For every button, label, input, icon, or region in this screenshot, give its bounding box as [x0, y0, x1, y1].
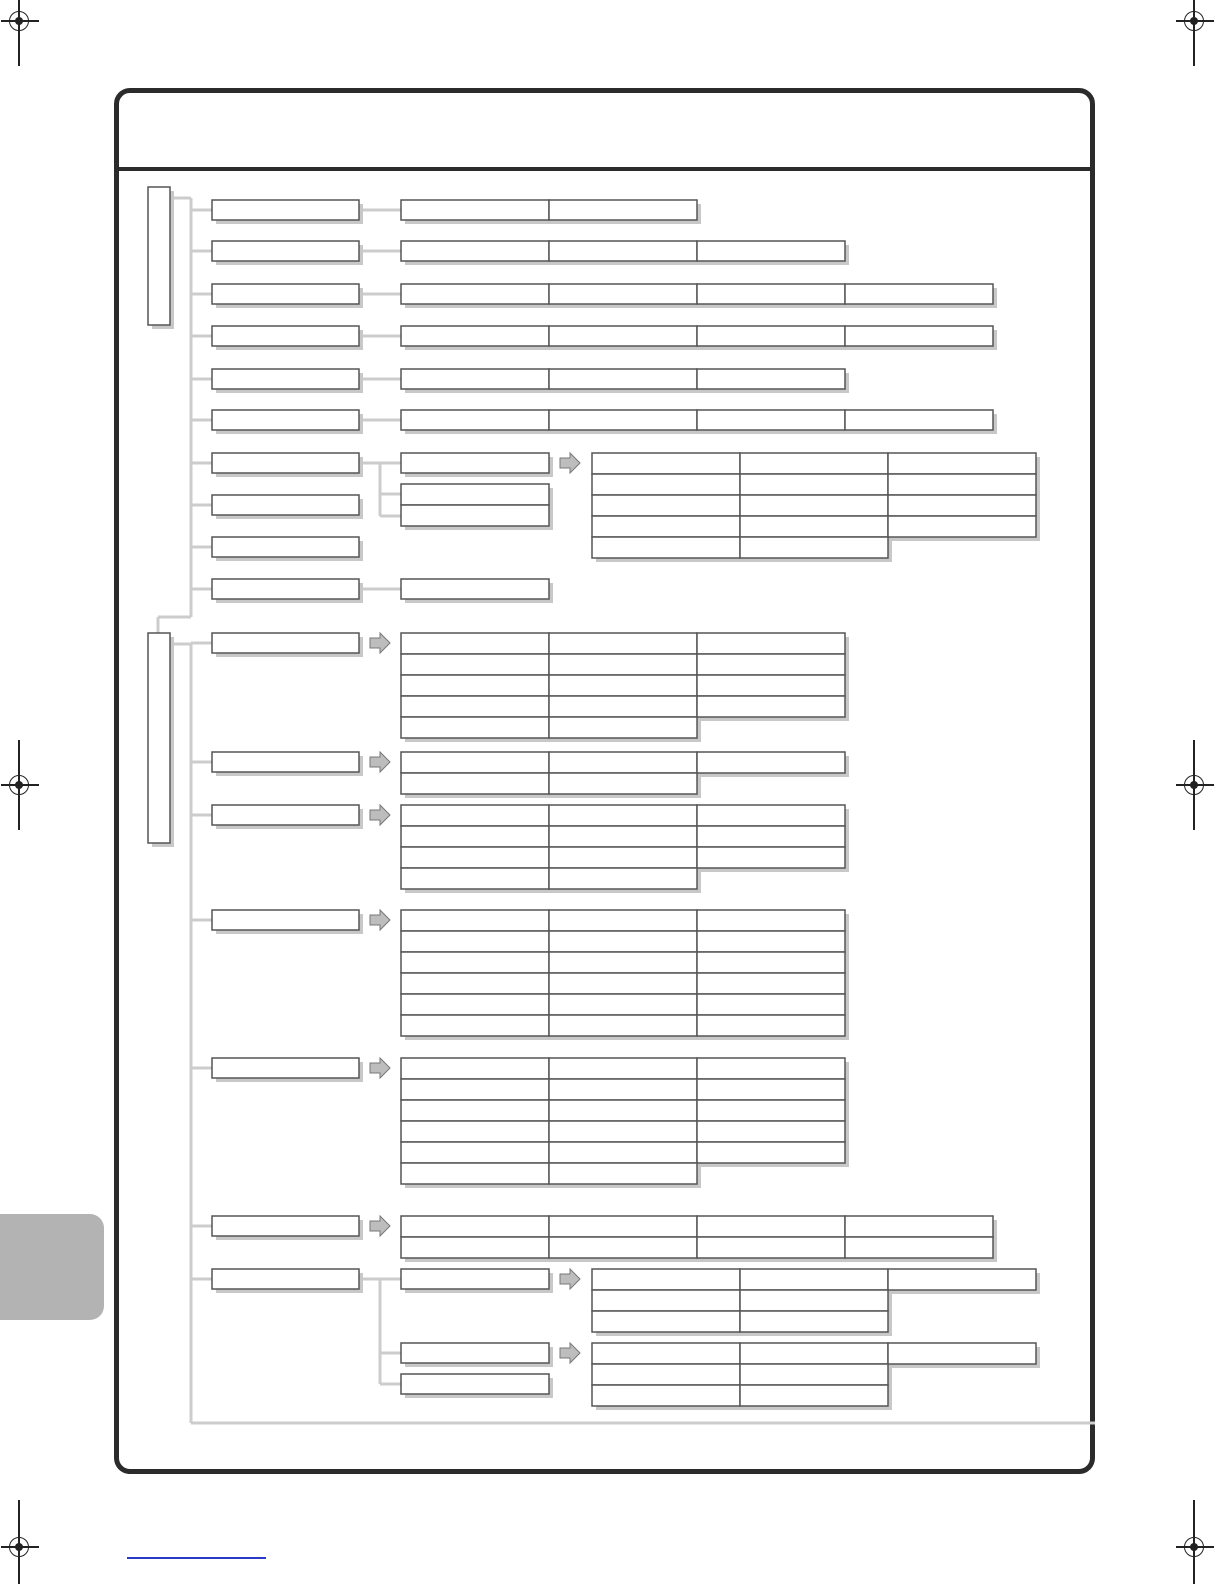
detail-cell — [888, 516, 1036, 537]
option-cell — [401, 910, 549, 931]
setting-box — [212, 453, 359, 473]
sub-setting-box — [401, 453, 549, 473]
option-cell — [401, 1142, 549, 1163]
option-cell — [697, 1237, 845, 1258]
setting-box — [212, 1216, 359, 1236]
value-cell — [697, 369, 845, 389]
setting-box — [212, 910, 359, 930]
option-cell — [845, 1216, 993, 1237]
option-cell — [549, 717, 697, 738]
value-cell — [401, 326, 549, 346]
detail-cell — [740, 474, 888, 495]
arrow-right-icon — [560, 1343, 580, 1363]
arrow-right-icon — [370, 633, 390, 653]
option-cell — [549, 752, 697, 773]
option-cell — [697, 696, 845, 717]
value-cell — [845, 326, 993, 346]
detail-cell — [740, 1290, 888, 1311]
option-cell — [401, 696, 549, 717]
value-cell — [401, 369, 549, 389]
group-a-label-box — [148, 187, 170, 325]
option-cell — [401, 931, 549, 952]
option-cell — [401, 826, 549, 847]
value-cell — [549, 284, 697, 304]
arrow-right-icon — [370, 1058, 390, 1078]
value-cell — [401, 579, 549, 599]
option-cell — [549, 675, 697, 696]
option-cell — [697, 633, 845, 654]
detail-cell — [888, 453, 1036, 474]
option-cell — [549, 910, 697, 931]
value-cell — [401, 410, 549, 430]
detail-cell — [592, 453, 740, 474]
detail-cell — [592, 474, 740, 495]
option-cell — [697, 910, 845, 931]
option-cell — [401, 1100, 549, 1121]
detail-cell — [740, 495, 888, 516]
option-cell — [697, 847, 845, 868]
option-cell — [697, 826, 845, 847]
setting-box — [212, 537, 359, 557]
value-cell — [697, 241, 845, 261]
option-cell — [549, 1100, 697, 1121]
option-cell — [401, 1079, 549, 1100]
detail-cell — [740, 1385, 888, 1406]
option-cell — [697, 654, 845, 675]
setting-box — [212, 241, 359, 261]
option-cell — [401, 994, 549, 1015]
arrow-right-icon — [560, 453, 580, 473]
option-cell — [697, 1079, 845, 1100]
arrow-right-icon — [370, 752, 390, 772]
setting-box — [212, 495, 359, 515]
option-cell — [845, 1237, 993, 1258]
option-cell — [401, 717, 549, 738]
value-cell — [401, 200, 549, 220]
sub-setting-box — [401, 484, 549, 505]
option-cell — [401, 1015, 549, 1036]
option-cell — [697, 952, 845, 973]
option-cell — [549, 931, 697, 952]
option-cell — [401, 1216, 549, 1237]
footer-link[interactable] — [127, 1557, 266, 1559]
value-cell — [401, 241, 549, 261]
option-cell — [401, 1237, 549, 1258]
arrow-right-icon — [370, 1216, 390, 1236]
option-cell — [549, 847, 697, 868]
sub-setting-box — [401, 1269, 549, 1289]
setting-box — [212, 369, 359, 389]
detail-cell — [592, 1311, 740, 1332]
option-cell — [401, 1058, 549, 1079]
option-cell — [549, 994, 697, 1015]
value-cell — [697, 410, 845, 430]
sub-setting-box — [401, 505, 549, 526]
option-cell — [697, 1058, 845, 1079]
option-cell — [401, 633, 549, 654]
detail-cell — [740, 516, 888, 537]
setting-box — [212, 805, 359, 825]
setting-box — [212, 1269, 359, 1289]
option-cell — [697, 1100, 845, 1121]
option-cell — [401, 654, 549, 675]
option-cell — [697, 994, 845, 1015]
option-cell — [401, 973, 549, 994]
option-cell — [401, 805, 549, 826]
option-cell — [549, 696, 697, 717]
detail-cell — [740, 1311, 888, 1332]
option-cell — [697, 752, 845, 773]
option-cell — [549, 805, 697, 826]
value-cell — [697, 326, 845, 346]
option-cell — [401, 868, 549, 889]
detail-cell — [592, 1385, 740, 1406]
detail-cell — [740, 537, 888, 558]
detail-cell — [592, 516, 740, 537]
option-cell — [697, 1121, 845, 1142]
value-cell — [549, 200, 697, 220]
value-cell — [549, 369, 697, 389]
detail-cell — [740, 1343, 888, 1364]
option-cell — [549, 973, 697, 994]
option-cell — [549, 1142, 697, 1163]
arrow-right-icon — [560, 1269, 580, 1289]
option-cell — [697, 675, 845, 696]
arrow-right-icon — [370, 805, 390, 825]
option-cell — [549, 654, 697, 675]
option-cell — [401, 675, 549, 696]
detail-cell — [592, 1343, 740, 1364]
option-cell — [697, 1015, 845, 1036]
option-cell — [549, 1079, 697, 1100]
option-cell — [697, 805, 845, 826]
setting-box — [212, 1058, 359, 1078]
setting-box — [212, 326, 359, 346]
option-cell — [401, 1121, 549, 1142]
value-cell — [845, 410, 993, 430]
value-cell — [549, 326, 697, 346]
setting-box — [212, 200, 359, 220]
option-cell — [697, 931, 845, 952]
setting-box — [212, 284, 359, 304]
option-cell — [401, 773, 549, 794]
detail-cell — [592, 1269, 740, 1290]
option-cell — [549, 1237, 697, 1258]
detail-cell — [888, 495, 1036, 516]
option-cell — [549, 1058, 697, 1079]
detail-cell — [740, 453, 888, 474]
option-cell — [697, 1142, 845, 1163]
option-cell — [549, 1163, 697, 1184]
detail-cell — [888, 1343, 1036, 1364]
detail-cell — [592, 495, 740, 516]
detail-cell — [740, 1269, 888, 1290]
group-b-label-box — [148, 633, 170, 843]
option-cell — [549, 868, 697, 889]
option-cell — [401, 1163, 549, 1184]
option-cell — [401, 952, 549, 973]
option-cell — [549, 1216, 697, 1237]
detail-cell — [592, 1290, 740, 1311]
setting-box — [212, 579, 359, 599]
arrow-right-icon — [370, 910, 390, 930]
sub-setting-box — [401, 1343, 549, 1363]
option-cell — [549, 952, 697, 973]
setting-box — [212, 752, 359, 772]
value-cell — [697, 284, 845, 304]
option-cell — [549, 773, 697, 794]
option-cell — [549, 826, 697, 847]
option-cell — [697, 1216, 845, 1237]
option-cell — [549, 1015, 697, 1036]
option-cell — [401, 847, 549, 868]
sub-setting-box — [401, 1374, 549, 1394]
option-cell — [549, 1121, 697, 1142]
value-cell — [401, 284, 549, 304]
value-cell — [549, 410, 697, 430]
option-cell — [549, 633, 697, 654]
detail-cell — [888, 474, 1036, 495]
value-cell — [845, 284, 993, 304]
detail-cell — [740, 1364, 888, 1385]
setting-box — [212, 410, 359, 430]
detail-cell — [592, 537, 740, 558]
option-cell — [401, 752, 549, 773]
detail-cell — [888, 1269, 1036, 1290]
setting-box — [212, 633, 359, 653]
detail-cell — [592, 1364, 740, 1385]
value-cell — [549, 241, 697, 261]
option-cell — [697, 973, 845, 994]
